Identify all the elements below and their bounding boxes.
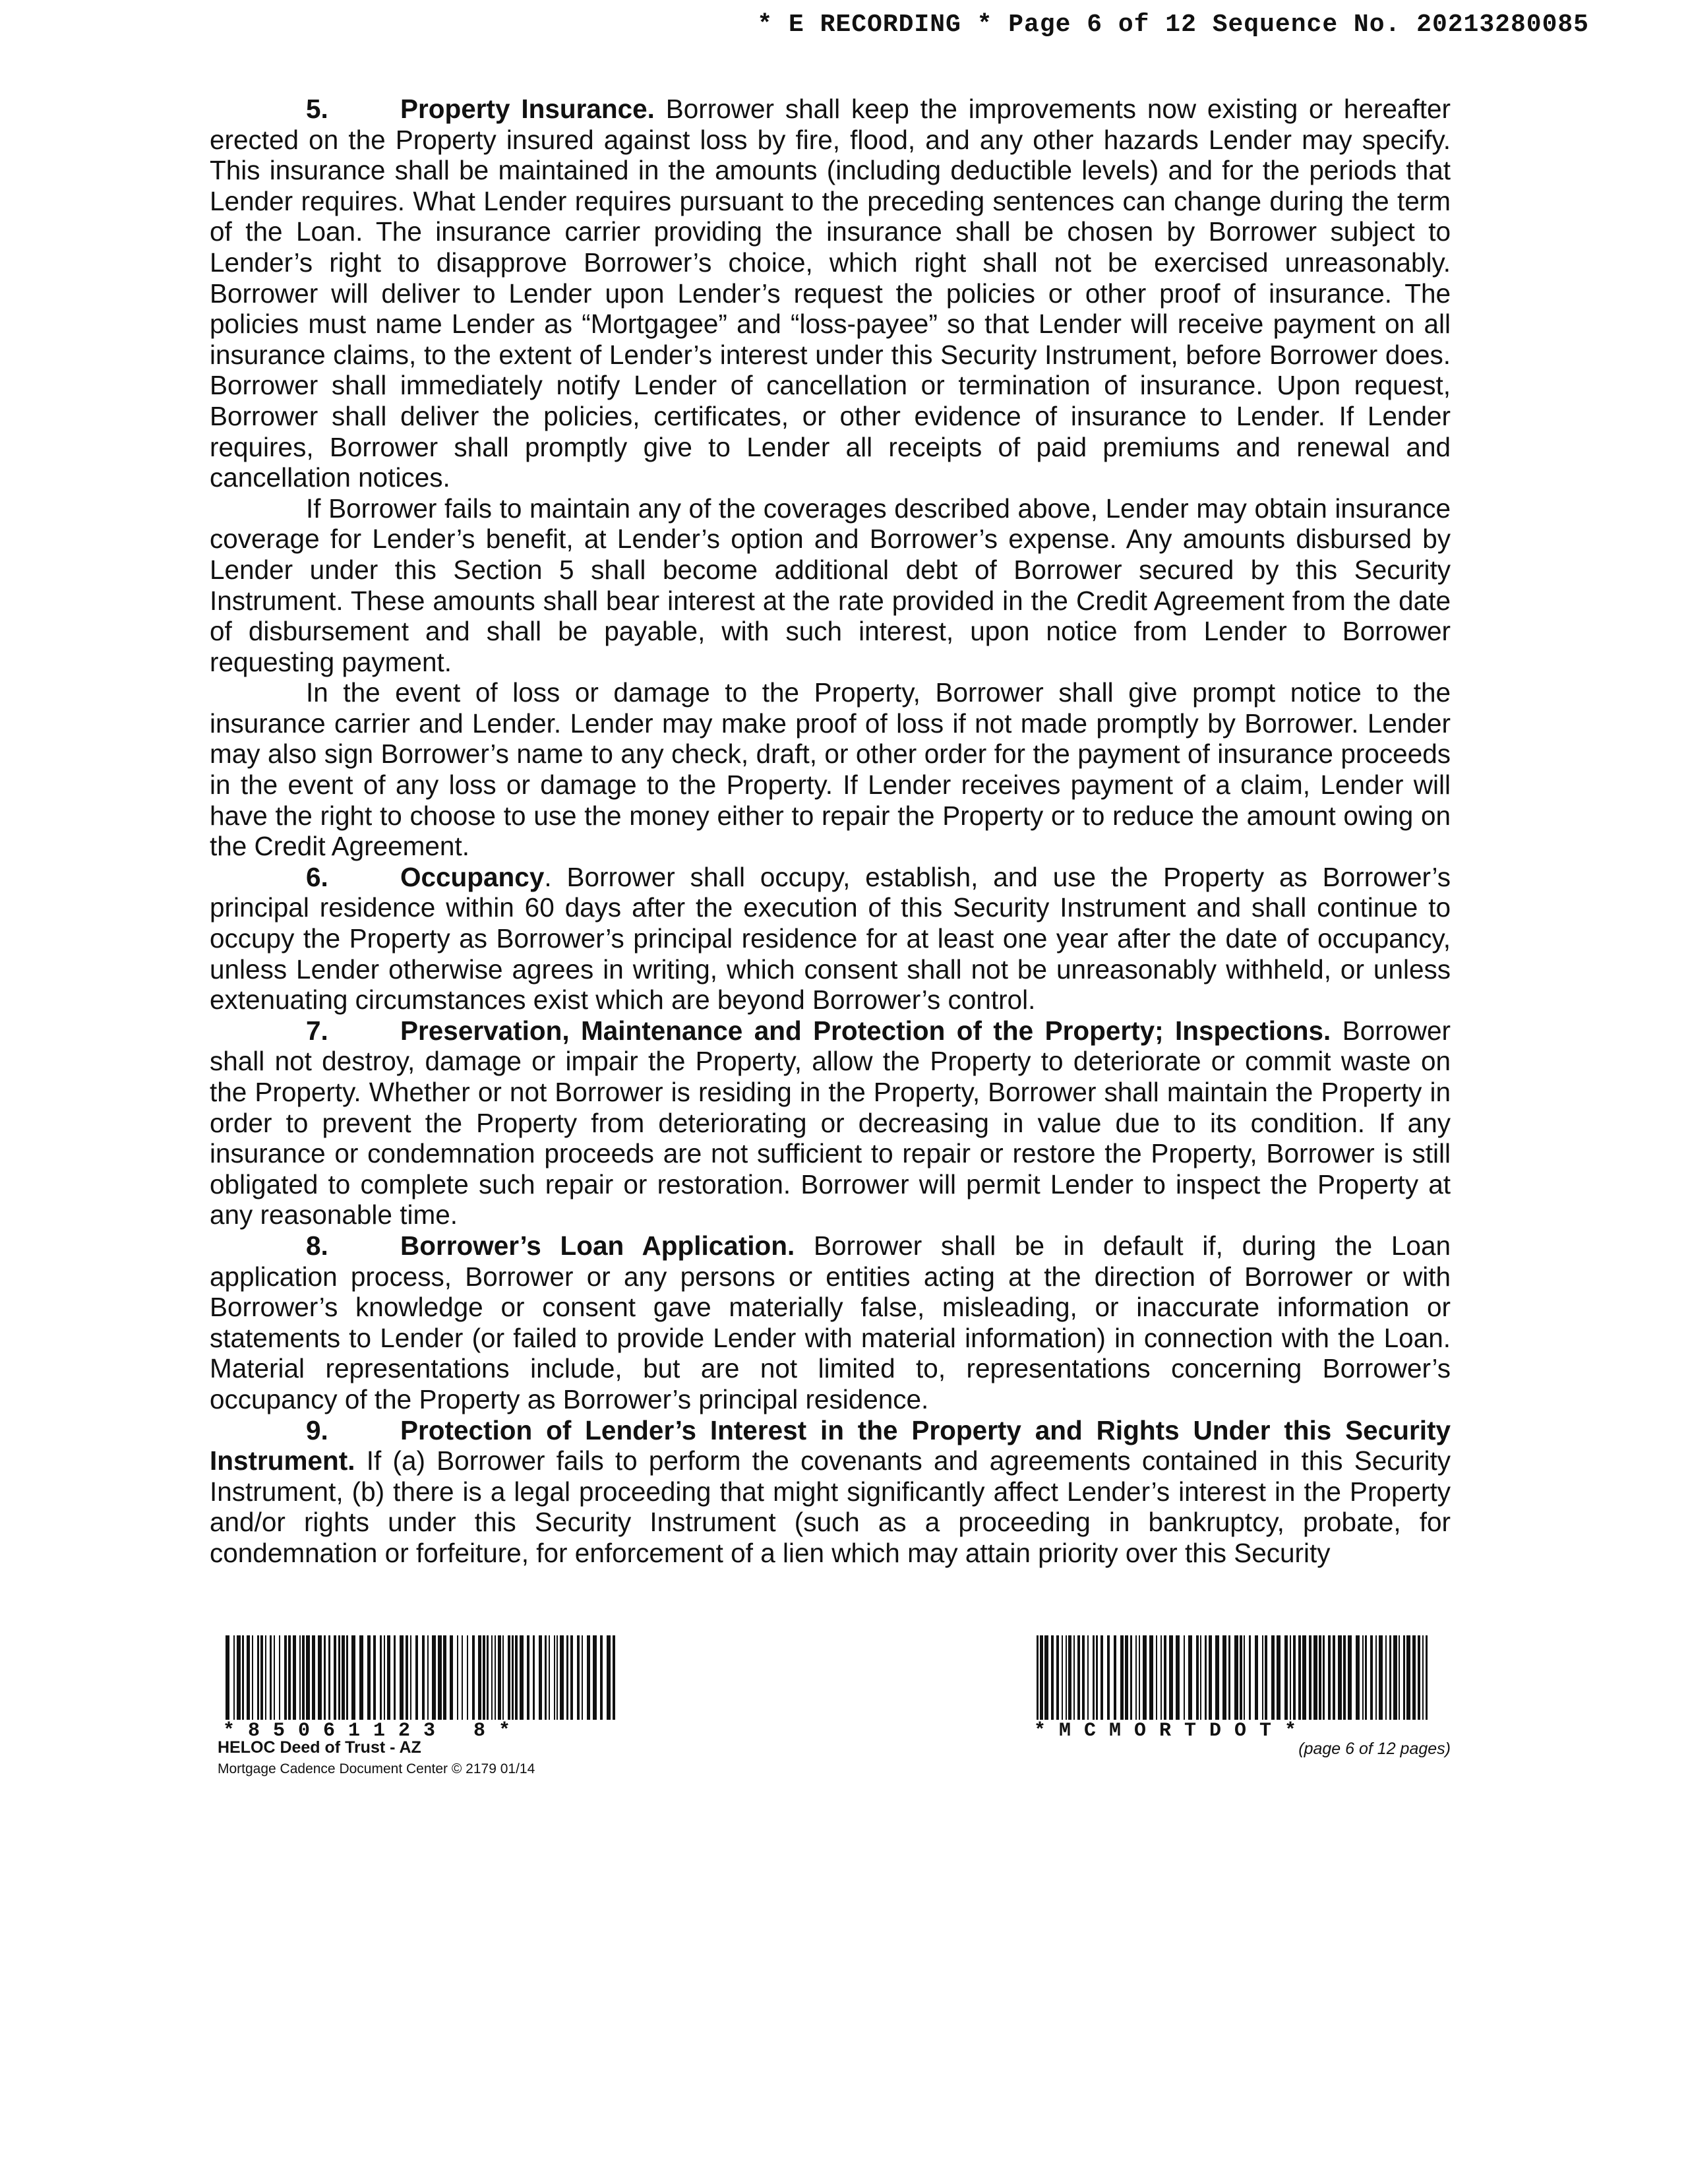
barcode-right-text: *MCMORTDOT* [1034, 1720, 1310, 1742]
section-heading: Property Insurance. [400, 94, 655, 124]
section-number: 5. [306, 94, 328, 124]
form-name: HELOC Deed of Trust - AZ [218, 1738, 421, 1757]
section-number: 7. [306, 1015, 328, 1046]
section-heading: Occupancy [400, 861, 545, 892]
section-text: Borrower shall occupy, establish, and use the Property as Borrower’s principal residence within 60 days after the execution of this Security Instrument and shall continue to occupy the Property as Borrower’s principal residence for at least one year after the date of occupancy, unless Lender otherwise agrees in writing, which consent shall not be unreasonably withheld, or unless extenuating circumstances exist which are beyond Borrower’s control. [210, 861, 1451, 1016]
form-source: Mortgage Cadence Document Center © 2179 01/14 [218, 1761, 535, 1776]
section-6-paragraph [210, 862, 1451, 1016]
section-9-paragraph [210, 1415, 1451, 1569]
recording-header: * E RECORDING * Page 6 of 12 Sequence No. 20213280085 [757, 11, 1589, 39]
barcode-right [1034, 1635, 1432, 1741]
section-heading: Protection of Lender’s Interest in the Property and Rights Under this Security Instrument. [210, 1414, 1451, 1476]
section-number: 6. [306, 861, 328, 892]
section-number: 9. [306, 1414, 328, 1445]
barcode-left-text: *85061123 8* [223, 1720, 524, 1742]
section-text: Borrower shall not destroy, damage or impair the Property, allow the Property to deteriorate or commit waste on the Property. Whether or not Borrower is residing in the Property, Borrower shall maintain the Property in order to prevent the Property from deteriorating or decreasing in value due to its condition. If any insurance or condemnation proceeds are not sufficient to repair or restore the Property, Borrower is still obligated to complete such repair or restoration. Borrower will permit Lender to inspect the Property at any reasonable time. [210, 1015, 1451, 1230]
section-5-paragraph [210, 94, 1451, 493]
section-5-paragraph-2: If Borrower fails to maintain any of the coverages described above, Lender may obtain insurance coverage for Lender’s benefit, at Lender’s option and Borrower’s expense. Any amounts disbursed by Lender under this Section 5 shall become additional debt of Borrower secured by this Security Instrument. These amounts shall bear interest at the rate provided in the Credit Agreement from the date of disbursement and shall be payable, with such interest, upon notice from Lender to Borrower requesting payment. [210, 493, 1451, 677]
section-heading: Preservation, Maintenance and Protection of the Property; Inspections. [400, 1015, 1331, 1046]
barcode-left [223, 1635, 618, 1741]
barcode-right-bars [1034, 1635, 1432, 1720]
section-5-paragraph-3: In the event of loss or damage to the Property, Borrower shall give prompt notice to the insurance carrier and Lender. Lender may make proof of loss if not made promptly by Borrower. Lender may also sign Borrower’s name to any check, draft, or other order for the payment of insurance proceeds in the event of any loss or damage to the Property. If Lender receives payment of a claim, Lender will have the right to choose to use the money either to repair the Property or to reduce the amount owing on the Credit Agreement. [210, 677, 1451, 862]
section-8-paragraph [210, 1230, 1451, 1415]
page-label: (page 6 of 12 pages) [1298, 1740, 1451, 1758]
section-text: Borrower shall keep the improvements now existing or hereafter erected on the Property insured against loss by fire, flood, and any other hazards Lender may specify. This insurance shall be maintained in the amounts (including deductible levels) and for the periods that Lender requires. What Lender requires pursuant to the preceding sentences can change during the term of the Loan. The insurance carrier providing the insurance shall be chosen by Borrower subject to Lender’s right to disapprove Borrower’s choice, which right shall not be exercised unreasonably. Borrower will deliver to Lender upon Lender’s request the policies or other proof of insurance. The policies must name Lender as “Mortgagee” and “loss-payee” so that Lender will receive payment on all insurance claims, to the extent of Lender’s interest under this Security Instrument, before Borrower does. Borrower shall immediately notify Lender of cancellation or termination of insurance. Upon request, Borrower shall deliver the policies, certificates, or other evidence of insurance to Lender. If Lender requires, Borrower shall promptly give to Lender all receipts of paid premiums and renewal and cancellation notices. [210, 94, 1451, 493]
document-body [210, 94, 1451, 1569]
section-text: Borrower shall be in default if, during the Loan application process, Borrower or any persons or entities acting at the direction of Borrower or with Borrower’s knowledge or consent gave materially false, misleading, or inaccurate information or statements to Lender (or failed to provide Lender with material information) in connection with the Loan. Material representations include, but are not limited to, representations concerning Borrower’s occupancy of the Property as Borrower’s principal residence. [210, 1230, 1451, 1414]
barcode-left-bars [223, 1635, 618, 1720]
heading-punctuation: . [544, 861, 552, 892]
section-number: 8. [306, 1230, 328, 1261]
section-text: If (a) Borrower fails to perform the covenants and agreements contained in this Security Instrument, (b) there is a legal proceeding that might significantly affect Lender’s interest in the Property and/or rights under this Security Instrument (such as a proceeding in bankruptcy, probate, for condemnation or forfeiture, for enforcement of a lien which may attain priority over this Security [210, 1445, 1451, 1568]
section-7-paragraph [210, 1016, 1451, 1230]
section-heading: Borrower’s Loan Application. [400, 1230, 795, 1261]
